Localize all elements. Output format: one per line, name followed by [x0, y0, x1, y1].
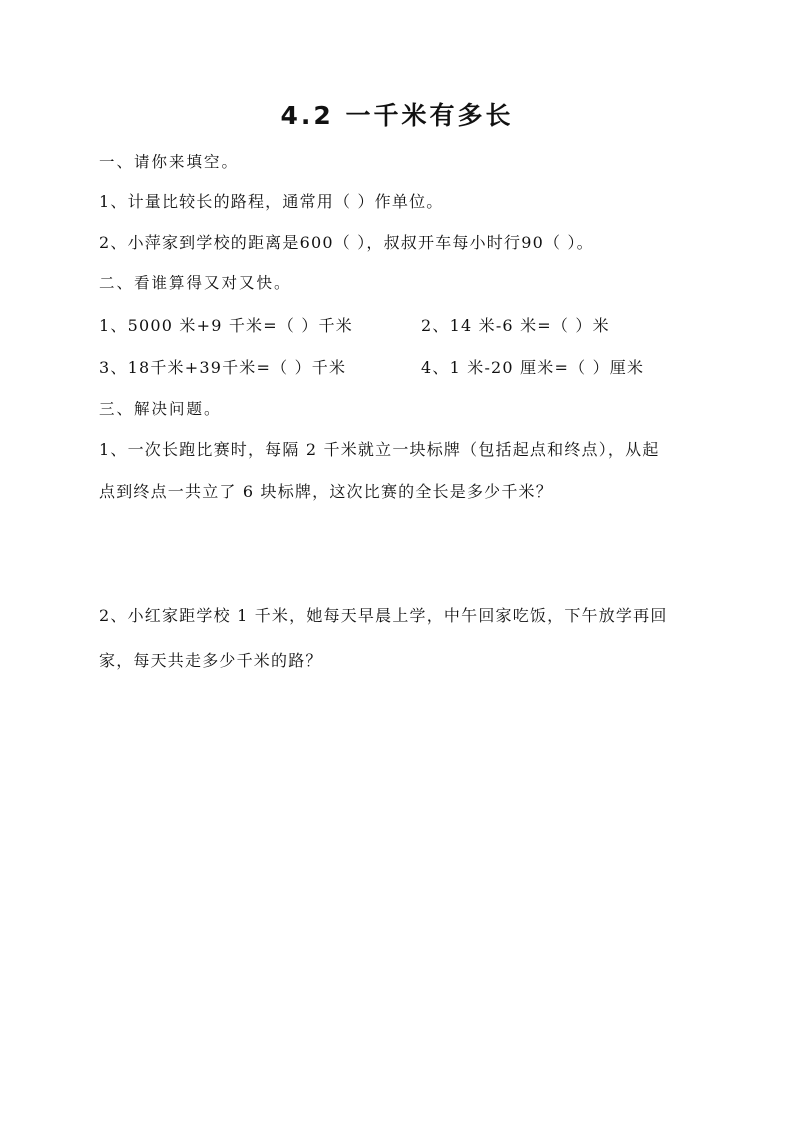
section-3-problem-2-line-1: 2、小红家距学校 1 千米，她每天早晨上学，中午回家吃饭，下午放学再回 [99, 606, 668, 625]
section-3-problem-2-line-2: 家，每天共走多少千米的路？ [99, 651, 323, 670]
section-2-question-3: 3、18千米+39千米=（ ）千米 [99, 358, 347, 377]
section-1-heading: 一、请你来填空。 [99, 153, 240, 171]
section-2-question-1: 1、5000 米+9 千米=（ ）千米 [99, 316, 353, 335]
section-2-heading: 二、看谁算得又对又快。 [99, 274, 292, 292]
section-1-question-1: 1、计量比较长的路程，通常用（ ）作单位。 [99, 192, 444, 211]
page-title: 4.2 一千米有多长 [280, 101, 514, 130]
section-2-question-2: 2、14 米-6 米=（ ）米 [421, 316, 610, 335]
section-3-heading: 三、解决问题。 [99, 400, 222, 418]
section-3-problem-1-line-1: 1、一次长跑比赛时，每隔 2 千米就立一块标牌（包括起点和终点），从起 [99, 440, 660, 459]
section-2-question-4: 4、1 米-20 厘米=（ ）厘米 [421, 358, 645, 377]
section-3-problem-1-line-2: 点到终点一共立了 6 块标牌，这次比赛的全长是多少千米？ [99, 482, 553, 501]
section-1-question-2: 2、小萍家到学校的距离是600（ ），叔叔开车每小时行90（ ）。 [99, 233, 594, 252]
